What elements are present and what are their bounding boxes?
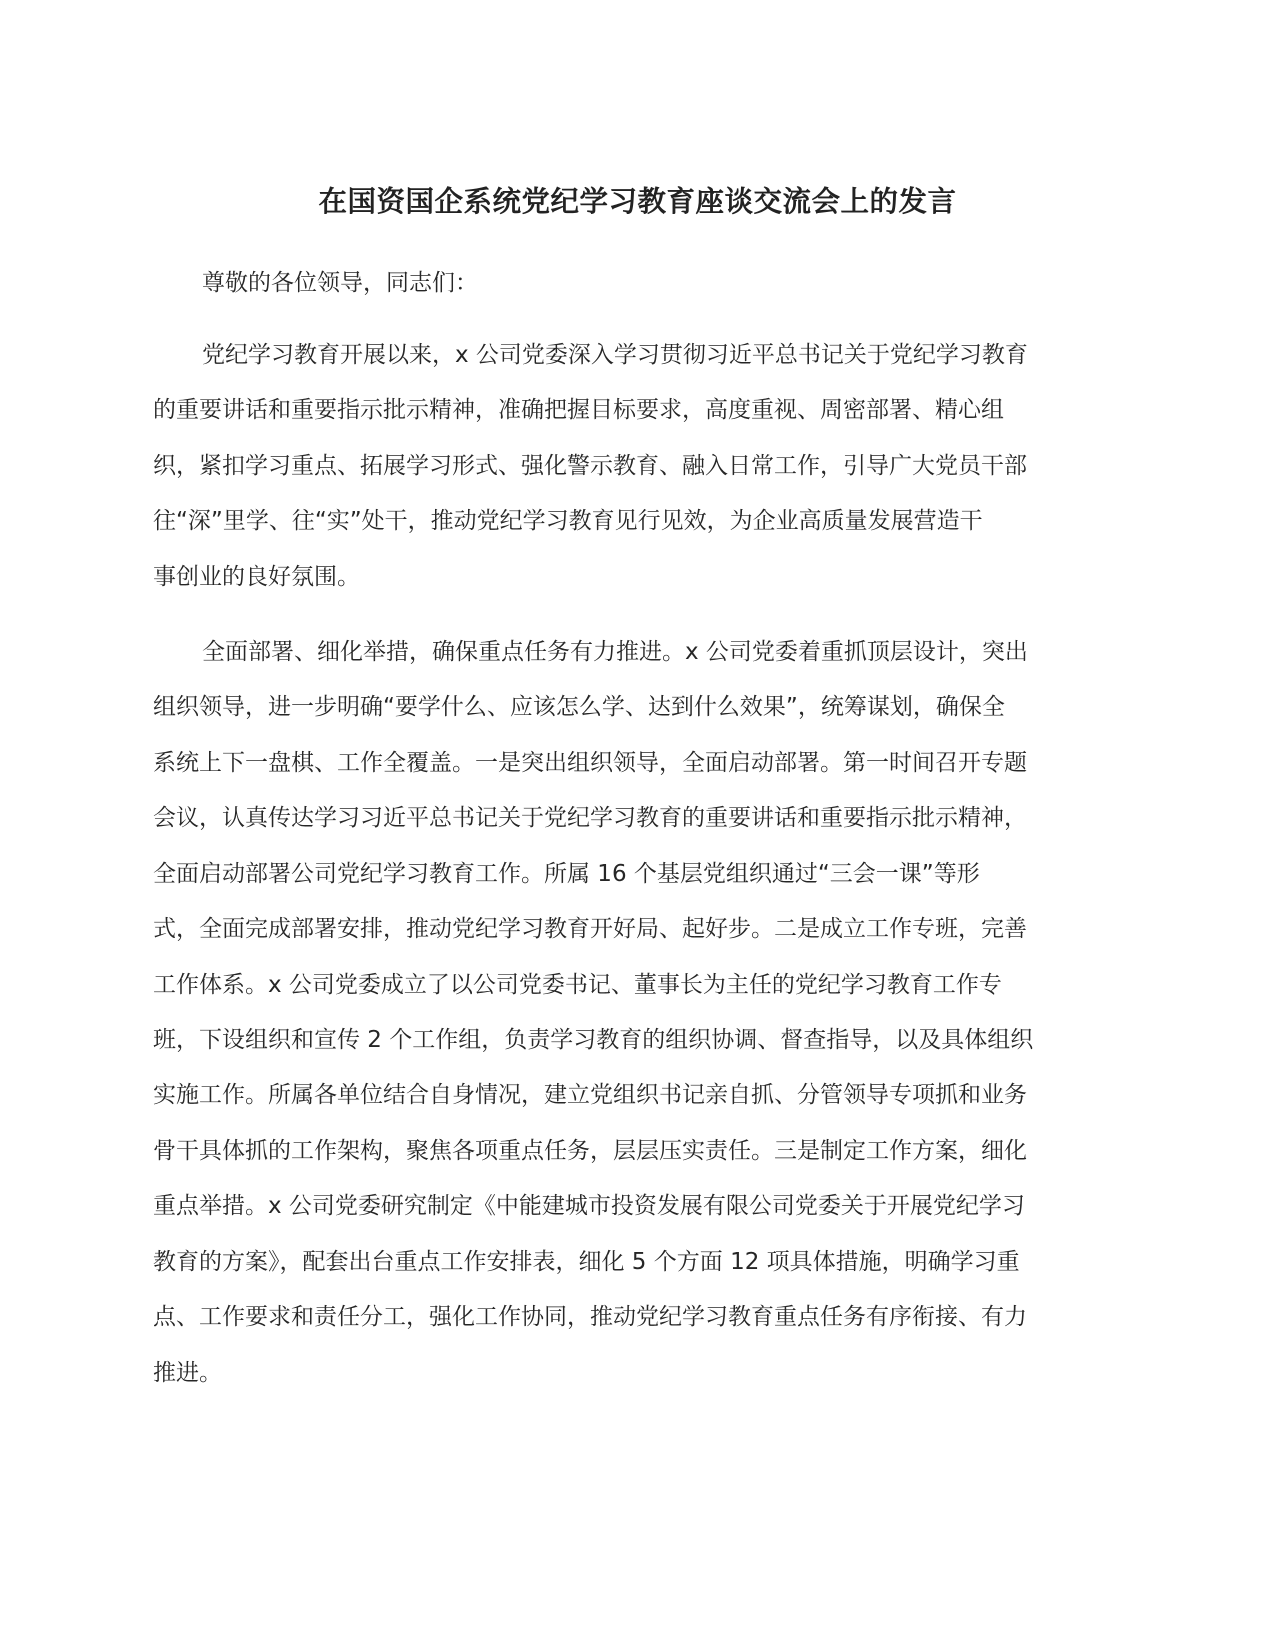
- paragraph-line: 组织领导，进一步明确“要学什么、应该怎么学、达到什么效果”，统筹谋划，确保全: [153, 694, 1005, 720]
- paragraph-line: 织，紧扣学习重点、拓展学习形式、强化警示教育、融入日常工作，引导广大党员干部: [153, 453, 1027, 479]
- paragraph-line: 的重要讲话和重要指示批示精神，准确把握目标要求，高度重视、周密部署、精心组: [153, 397, 1004, 423]
- paragraph-line: 推进。: [153, 1360, 222, 1386]
- salutation: 尊敬的各位领导，同志们：: [202, 270, 478, 296]
- paragraph-line: 实施工作。所属各单位结合自身情况，建立党组织书记亲自抓、分管领导专项抓和业务: [153, 1082, 1027, 1108]
- paragraph-line: 重点举措。x 公司党委研究制定《中能建城市投资发展有限公司党委关于开展党纪学习: [153, 1193, 1025, 1219]
- paragraph-line: 往“深”里学、往“实”处干，推动党纪学习教育见行见效，为企业高质量发展营造干: [153, 508, 983, 534]
- paragraph-line: 式，全面完成部署安排，推动党纪学习教育开好局、起好步。二是成立工作专班，完善: [153, 916, 1027, 942]
- paragraph-line: 系统上下一盘棋、工作全覆盖。一是突出组织领导，全面启动部署。第一时间召开专题: [153, 750, 1027, 776]
- paragraph-line: 班，下设组织和宣传 2 个工作组，负责学习教育的组织协调、督查指导，以及具体组织: [153, 1027, 1034, 1053]
- paragraph-line: 会议，认真传达学习习近平总书记关于党纪学习教育的重要讲话和重要指示批示精神，: [153, 805, 1027, 831]
- paragraph-line: 事创业的良好氛围。: [153, 564, 360, 590]
- paragraph-line: 点、工作要求和责任分工，强化工作协同，推动党纪学习教育重点任务有序衔接、有力: [153, 1304, 1027, 1330]
- paragraph-line: 骨干具体抓的工作架构，聚焦各项重点任务，层层压实责任。三是制定工作方案，细化: [153, 1138, 1027, 1164]
- paragraph-line: 全面部署、细化举措，确保重点任务有力推进。x 公司党委着重抓顶层设计，突出: [202, 639, 1028, 665]
- paragraph-line: 全面启动部署公司党纪学习教育工作。所属 16 个基层党组织通过“三会一课”等形: [153, 861, 980, 887]
- paragraph-line: 工作体系。x 公司党委成立了以公司党委书记、董事长为主任的党纪学习教育工作专: [153, 972, 1002, 998]
- paragraph-line: 党纪学习教育开展以来，x 公司党委深入学习贯彻习近平总书记关于党纪学习教育: [202, 342, 1028, 368]
- document-title: 在国资国企系统党纪学习教育座谈交流会上的发言: [318, 185, 957, 218]
- paragraph-line: 教育的方案》，配套出台重点工作安排表，细化 5 个方面 12 项具体措施，明确学习重: [153, 1249, 1020, 1275]
